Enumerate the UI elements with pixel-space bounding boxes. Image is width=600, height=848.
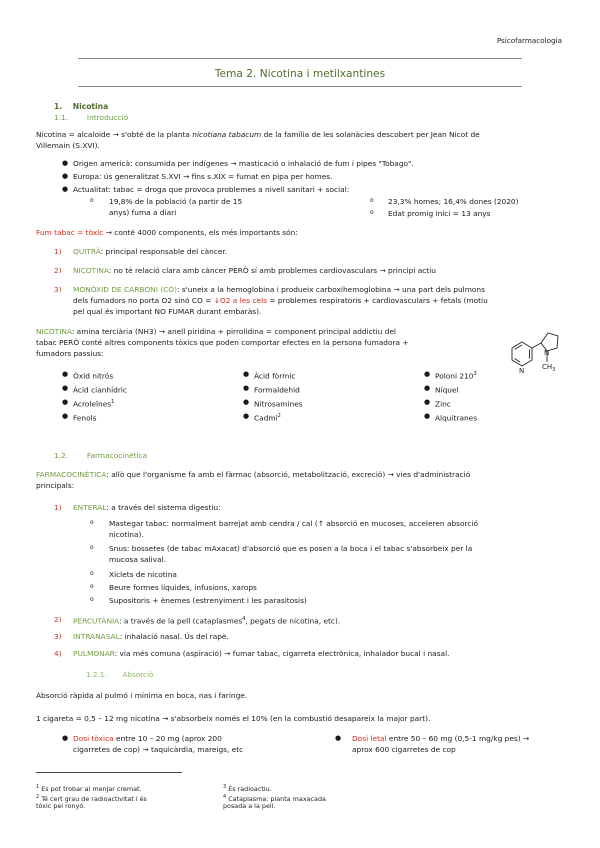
circle-bullet-icon: o — [370, 209, 374, 216]
bullet-icon: ● — [243, 398, 250, 406]
molecule-methyl: $CH_3$ — [542, 363, 556, 373]
section-title: Nicotina — [72, 102, 109, 111]
enteral-sub-item: Supositoris + ènemes (estrenyiment i les parasitosis) — [109, 596, 307, 605]
bullet-item: Origen americà: consumida per indígenes → masticació o inhalació de fum i pipes "Tobago". — [73, 159, 414, 168]
footnote-2: $^2$ Té cert grau de radioactivitat i és — [36, 794, 147, 804]
list-number: 1) — [54, 247, 62, 256]
bullet-icon: ● — [62, 384, 69, 392]
bullet-icon: ● — [335, 734, 342, 742]
bullet-icon: ● — [62, 185, 69, 193]
footnote-2-cont: tòxic pel ronyó. — [36, 802, 86, 810]
component-item: MONÒXID DE CARBONI (CO): s'uneix a la hemoglobina i produeix carboxihemoglobina → una part dels pulmons — [73, 285, 485, 294]
toxic-component-item: Àcid fòrmic — [254, 371, 296, 381]
enteral-sub-item-cont: nicotina). — [109, 530, 144, 539]
bullet-icon: ● — [243, 370, 250, 378]
list-number: 2) — [54, 266, 62, 275]
farmaco-line-2: principals: — [36, 481, 75, 490]
intro-line-2: Villemain (S.XVI). — [36, 141, 100, 150]
subject-header: Psicofarmacologia — [496, 36, 562, 45]
circle-bullet-icon: o — [90, 519, 94, 526]
bullet-icon: ● — [62, 734, 69, 742]
section-number: 1. — [54, 102, 63, 111]
enteral-sub-item: Beure formes líquides, infusions, xarops — [109, 583, 257, 592]
toxic-component-item: Acroleïnes$^1$ — [73, 399, 115, 409]
section-number: 1.1. — [54, 113, 69, 122]
section-1-1-heading — [54, 112, 128, 123]
bullet-icon: ● — [62, 398, 69, 406]
molecule-atom-n: N — [519, 367, 525, 375]
stat-left-2: anys) fuma a diari — [109, 208, 177, 217]
component-item: QUITRÀ: principal responsable del càncer. — [73, 247, 228, 256]
route-enteral: ENTERAL: a través del sistema digestiu: — [73, 503, 221, 512]
bullet-icon: ● — [424, 384, 431, 392]
lethal-dose-line-2: aprox 600 cigarretes de cop — [352, 745, 456, 754]
enteral-sub-item: Snus: bossetes (de tabac mAxacat) d'absorció que es posen a la boca i el tabac s'absorbeix per la — [109, 544, 473, 553]
list-number: 1) — [54, 503, 62, 512]
nicotine-molecule-diagram — [496, 322, 566, 384]
toxic-component-item: Formaldehid — [254, 385, 300, 395]
nicotina-line-3: fumadors passius: — [36, 349, 104, 358]
title-top-rule — [78, 58, 522, 59]
co-line-3: pel qual és important NO FUMAR durant embaràs). — [73, 307, 262, 316]
toxic-component-item: Nitrosamines — [254, 399, 303, 409]
section-number: 1.2.1. — [86, 670, 107, 679]
toxic-component-item: Zinc — [435, 399, 451, 409]
footnote-4: $^4$ Cataplasma: planta maxacada — [223, 794, 326, 804]
toxic-component-item: Fenols — [73, 413, 97, 423]
stat-right-2: Edat promig inici = 13 anys — [388, 209, 491, 218]
section-1-2-heading — [54, 450, 147, 461]
toxic-component-item: Àcid cianhídric — [73, 385, 127, 395]
bullet-icon: ● — [62, 412, 69, 420]
section-title: Absorció — [122, 670, 154, 679]
stat-right-1: 23,3% homes; 16,4% dones (2020) — [388, 197, 519, 206]
toxic-component-item: Òxid nitrós — [73, 371, 114, 381]
list-number: 3) — [54, 632, 62, 641]
toxic-component-item: Poloni $210^3$ — [435, 371, 477, 381]
farmaco-line-1: FARMACOCINÈTICA: allò que l'organisme fa amb el fàrmac (absorció, metabolització, excreció) → vies d'administració — [36, 470, 471, 479]
lethal-dose-line-1: Dosi letal entre 50 – 60 mg (0,5-1 mg/kg pes) → — [352, 734, 530, 743]
footnote-4-cont: posada a la pell. — [223, 802, 276, 810]
toxic-component-item: Alquitranes — [435, 413, 478, 423]
bullet-icon: ● — [424, 370, 431, 378]
absorcio-line-1: Absorció ràpida al pulmó i mínima en boca, nas i faringe. — [36, 691, 248, 700]
smoke-line: Fum tabac = tòxic → conté 4000 components, els més importants són: — [36, 228, 298, 237]
circle-bullet-icon: o — [370, 197, 374, 204]
bullet-icon: ● — [424, 398, 431, 406]
footnote-separator — [36, 772, 182, 773]
title-bottom-rule — [78, 86, 522, 87]
bullet-icon: ● — [62, 159, 69, 167]
toxic-component-item: Níquel — [435, 385, 459, 395]
molecule-atom-n: N — [544, 349, 550, 357]
section-1-2-1-heading — [86, 669, 153, 680]
component-item: NICOTINA: no té relació clara amb càncer PERÒ sí amb problemes cardiovasculars → principi actiu — [73, 266, 436, 275]
bullet-icon: ● — [424, 412, 431, 420]
enteral-sub-item-cont: mucosa salival. — [109, 555, 166, 564]
circle-bullet-icon: o — [90, 583, 94, 590]
nicotina-line-2: tabac PERÒ conté altres components tòxics que poden comportar efectes en la persona fumadora + — [36, 338, 409, 347]
stat-left-1: 19,8% de la població (a partir de 15 — [109, 197, 243, 206]
absorcio-line-2: 1 cigareta = 0,5 – 12 mg nicotina → s'absorbeix només el 10% (en la combustió desapareix la major part). — [36, 714, 431, 723]
section-1-heading — [54, 101, 108, 112]
toxic-dose-line-2: cigarretes de cop) → taquicàrdia, mareigs, etc — [73, 745, 244, 754]
list-number: 3) — [54, 285, 62, 294]
bullet-item: Actualitat: tabac = droga que provoca problemes a nivell sanitari + social: — [73, 185, 350, 194]
section-number: 1.2. — [54, 451, 69, 460]
footnote-1: $^1$ Es pot trobar al menjar cremat. — [36, 784, 142, 794]
nicotina-line-1: NICOTINA: amina terciària (NH3) → anell piridina + pirrolidina = component principal addictiu del — [36, 327, 396, 336]
co-line-2: dels fumadors no porta O2 sinó CO = ↓O2 a les cels = problemes respiratoris + cardiovasculars + fetals (motiu — [73, 296, 488, 305]
route-pulmonar: PULMONAR: via més comuna (aspiració) → fumar tabac, cigarreta electrònica, inhalador bucal i nasal. — [73, 649, 450, 658]
bullet-icon: ● — [62, 370, 69, 378]
bullet-icon: ● — [243, 412, 250, 420]
route-percutania: PERCUTÀNIA: a través de la pell (cataplasmes$^4$, pegats de nicotina, etc). — [73, 616, 341, 626]
list-number: 4) — [54, 649, 62, 658]
route-intranasal: INTRANASAL: inhalació nasal. Ús del rapè. — [73, 632, 229, 641]
circle-bullet-icon: o — [90, 544, 94, 551]
list-number: 2) — [54, 615, 62, 624]
bullet-icon: ● — [62, 172, 69, 180]
section-title: Introducció — [86, 113, 129, 122]
footnote-3: $^3$ És radioactiu. — [223, 784, 272, 794]
enteral-sub-item: Xiclets de nicotina — [109, 570, 177, 579]
toxic-component-item: Cadmi$^2$ — [254, 413, 281, 423]
intro-line-1: Nicotina = alcaloide → s'obté de la planta nicotiana tabacum de la família de les solanàcies descobert per Jean Nicot de — [36, 130, 480, 139]
toxic-dose-line-1: Dosi tòxica entre 10 – 20 mg (aprox 200 — [73, 734, 222, 743]
section-title: Farmacocinètica — [86, 451, 148, 460]
circle-bullet-icon: o — [90, 570, 94, 577]
bullet-icon: ● — [243, 384, 250, 392]
enteral-sub-item: Mastegar tabac: normalment barrejat amb cendra / cal (↑ absorció en mucoses, acceleren absorció — [109, 519, 479, 528]
circle-bullet-icon: o — [90, 596, 94, 603]
bullet-item: Europa: ús generalitzat S.XVI → fins s.XIX = fumat en pipa per homes. — [73, 172, 333, 181]
page-title: Tema 2. Nicotina i metilxantines — [214, 68, 386, 80]
circle-bullet-icon: o — [90, 197, 94, 204]
